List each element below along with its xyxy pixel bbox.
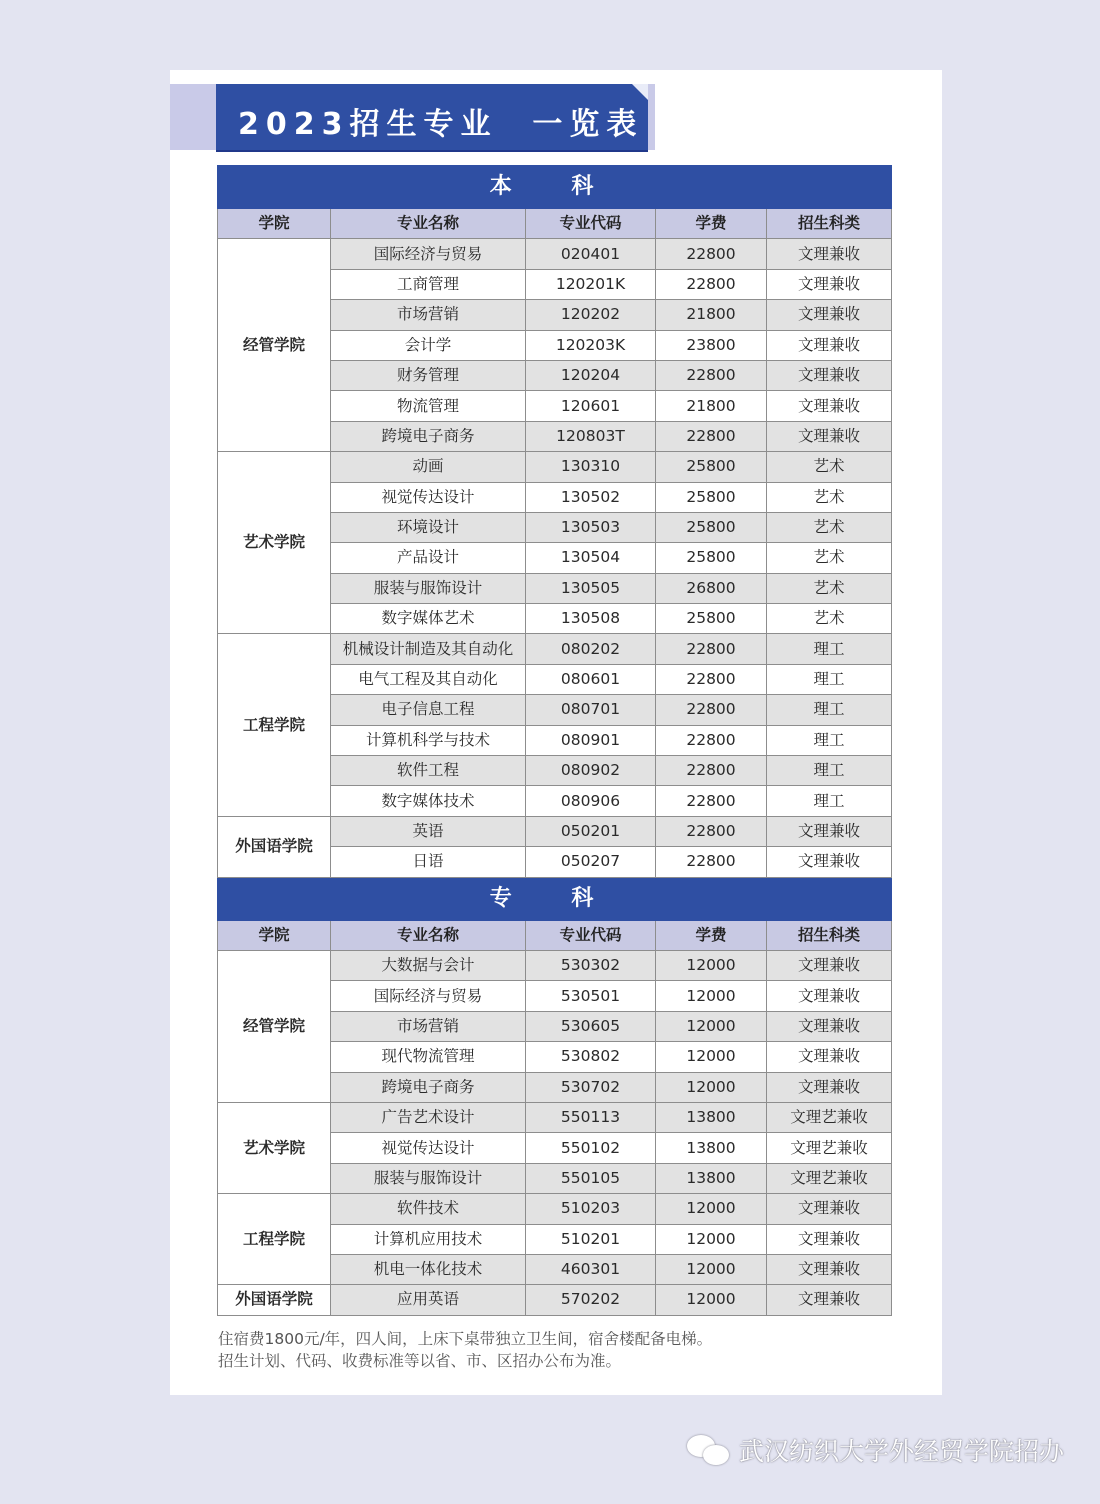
column-header: 专业代码 <box>526 209 656 239</box>
tuition-cell: 12000 <box>656 1254 767 1284</box>
watermark-text: 武汉纺织大学外经贸学院招办 <box>738 1437 1064 1466</box>
major-name-cell: 电气工程及其自动化 <box>331 664 526 694</box>
table-header-row <box>218 209 892 239</box>
major-code-cell: 510203 <box>526 1194 656 1224</box>
section-banner <box>218 877 892 920</box>
note-line: 招生计划、代码、收费标准等以省、市、区招办公布为准。 <box>218 1352 622 1370</box>
category-cell: 文理兼收 <box>767 1011 892 1041</box>
major-name-cell: 跨境电子商务 <box>331 421 526 451</box>
major-name-cell: 大数据与会计 <box>331 950 526 980</box>
tuition-cell: 12000 <box>656 1042 767 1072</box>
page-title: 2023招生专业 一览表 <box>238 107 644 142</box>
tuition-cell: 22800 <box>656 269 767 299</box>
major-name-cell: 工商管理 <box>331 269 526 299</box>
major-name-cell: 机电一体化技术 <box>331 1254 526 1284</box>
section-title: 专 科 <box>218 877 892 920</box>
major-code-cell: 530501 <box>526 981 656 1011</box>
tuition-cell: 21800 <box>656 300 767 330</box>
column-header: 招生科类 <box>767 209 892 239</box>
tuition-cell: 21800 <box>656 391 767 421</box>
category-cell: 文理兼收 <box>767 981 892 1011</box>
major-code-cell: 510201 <box>526 1224 656 1254</box>
college-cell: 经管学院 <box>218 950 331 1102</box>
table-row <box>218 1285 892 1315</box>
major-name-cell: 计算机科学与技术 <box>331 725 526 755</box>
major-name-cell: 计算机应用技术 <box>331 1224 526 1254</box>
category-cell: 文理兼收 <box>767 421 892 451</box>
category-cell: 文理兼收 <box>767 391 892 421</box>
college-cell: 外国语学院 <box>218 816 331 877</box>
tuition-cell: 22800 <box>656 664 767 694</box>
column-header: 招生科类 <box>767 920 892 950</box>
tuition-cell: 12000 <box>656 1011 767 1041</box>
college-cell: 工程学院 <box>218 1194 331 1285</box>
major-code-cell: 550105 <box>526 1163 656 1193</box>
major-code-cell: 530702 <box>526 1072 656 1102</box>
category-cell: 文理兼收 <box>767 1285 892 1315</box>
table-row <box>218 816 892 846</box>
major-name-cell: 财务管理 <box>331 360 526 390</box>
major-name-cell: 广告艺术设计 <box>331 1102 526 1132</box>
table-row <box>218 1194 892 1224</box>
tuition-cell: 25800 <box>656 604 767 634</box>
major-code-cell: 530802 <box>526 1042 656 1072</box>
category-cell: 文理兼收 <box>767 300 892 330</box>
column-header: 专业代码 <box>526 920 656 950</box>
category-cell: 文理兼收 <box>767 1072 892 1102</box>
major-code-cell: 080901 <box>526 725 656 755</box>
major-code-cell: 080906 <box>526 786 656 816</box>
category-cell: 理工 <box>767 756 892 786</box>
major-name-cell: 跨境电子商务 <box>331 1072 526 1102</box>
table-header-row <box>218 920 892 950</box>
major-name-cell: 服装与服饰设计 <box>331 1163 526 1193</box>
category-cell: 艺术 <box>767 604 892 634</box>
category-cell: 理工 <box>767 725 892 755</box>
category-cell: 艺术 <box>767 573 892 603</box>
column-header: 专业名称 <box>331 209 526 239</box>
category-cell: 艺术 <box>767 452 892 482</box>
column-header: 学院 <box>218 920 331 950</box>
major-code-cell: 080601 <box>526 664 656 694</box>
category-cell: 文理艺兼收 <box>767 1163 892 1193</box>
tuition-cell: 12000 <box>656 1224 767 1254</box>
category-cell: 文理兼收 <box>767 1042 892 1072</box>
major-code-cell: 130502 <box>526 482 656 512</box>
college-cell: 工程学院 <box>218 634 331 816</box>
major-name-cell: 会计学 <box>331 330 526 360</box>
college-cell: 经管学院 <box>218 239 331 452</box>
major-name-cell: 应用英语 <box>331 1285 526 1315</box>
category-cell: 艺术 <box>767 543 892 573</box>
major-name-cell: 英语 <box>331 816 526 846</box>
tuition-cell: 25800 <box>656 452 767 482</box>
tuition-cell: 22800 <box>656 847 767 877</box>
tuition-cell: 22800 <box>656 360 767 390</box>
watermark <box>687 1432 1064 1468</box>
tuition-cell: 25800 <box>656 543 767 573</box>
college-cell: 艺术学院 <box>218 1102 331 1193</box>
category-cell: 理工 <box>767 695 892 725</box>
category-cell: 理工 <box>767 786 892 816</box>
major-code-cell: 130504 <box>526 543 656 573</box>
tuition-cell: 25800 <box>656 512 767 542</box>
major-name-cell: 产品设计 <box>331 543 526 573</box>
category-cell: 文理兼收 <box>767 1254 892 1284</box>
category-cell: 文理兼收 <box>767 1224 892 1254</box>
tuition-cell: 26800 <box>656 573 767 603</box>
table-row <box>218 1102 892 1132</box>
category-cell: 文理艺兼收 <box>767 1102 892 1132</box>
category-cell: 文理兼收 <box>767 269 892 299</box>
tuition-cell: 23800 <box>656 330 767 360</box>
tuition-cell: 12000 <box>656 1072 767 1102</box>
major-code-cell: 130310 <box>526 452 656 482</box>
tuition-cell: 13800 <box>656 1163 767 1193</box>
notes <box>218 1328 712 1372</box>
tuition-cell: 22800 <box>656 725 767 755</box>
major-name-cell: 现代物流管理 <box>331 1042 526 1072</box>
table-row <box>218 634 892 664</box>
major-name-cell: 数字媒体艺术 <box>331 604 526 634</box>
major-code-cell: 130508 <box>526 604 656 634</box>
major-name-cell: 国际经济与贸易 <box>331 981 526 1011</box>
major-code-cell: 080701 <box>526 695 656 725</box>
tuition-cell: 12000 <box>656 981 767 1011</box>
major-code-cell: 120601 <box>526 391 656 421</box>
category-cell: 文理兼收 <box>767 330 892 360</box>
major-name-cell: 电子信息工程 <box>331 695 526 725</box>
major-code-cell: 080902 <box>526 756 656 786</box>
major-name-cell: 日语 <box>331 847 526 877</box>
column-header: 学费 <box>656 209 767 239</box>
table-row <box>218 452 892 482</box>
tuition-cell: 12000 <box>656 950 767 980</box>
category-cell: 文理兼收 <box>767 847 892 877</box>
tuition-cell: 22800 <box>656 695 767 725</box>
major-name-cell: 软件技术 <box>331 1194 526 1224</box>
major-name-cell: 机械设计制造及其自动化 <box>331 634 526 664</box>
tuition-cell: 22800 <box>656 786 767 816</box>
column-header: 学费 <box>656 920 767 950</box>
category-cell: 文理兼收 <box>767 1194 892 1224</box>
major-code-cell: 550113 <box>526 1102 656 1132</box>
tuition-cell: 22800 <box>656 239 767 269</box>
table-row <box>218 950 892 980</box>
major-code-cell: 570202 <box>526 1285 656 1315</box>
column-header: 专业名称 <box>331 920 526 950</box>
tuition-cell: 22800 <box>656 634 767 664</box>
major-code-cell: 530302 <box>526 950 656 980</box>
title-banner <box>216 84 648 152</box>
major-code-cell: 080202 <box>526 634 656 664</box>
major-code-cell: 120201K <box>526 269 656 299</box>
tuition-cell: 22800 <box>656 816 767 846</box>
admissions-card <box>170 70 942 1395</box>
category-cell: 文理兼收 <box>767 816 892 846</box>
major-code-cell: 120204 <box>526 360 656 390</box>
major-code-cell: 530605 <box>526 1011 656 1041</box>
major-code-cell: 050201 <box>526 816 656 846</box>
tuition-cell: 22800 <box>656 421 767 451</box>
note-line: 住宿费1800元/年，四人间，上床下桌带独立卫生间，宿舍楼配备电梯。 <box>218 1330 713 1348</box>
wechat-icon <box>687 1433 733 1467</box>
section-banner <box>218 166 892 209</box>
tuition-cell: 13800 <box>656 1133 767 1163</box>
major-name-cell: 数字媒体技术 <box>331 786 526 816</box>
college-cell: 外国语学院 <box>218 1285 331 1315</box>
major-code-cell: 120202 <box>526 300 656 330</box>
category-cell: 文理艺兼收 <box>767 1133 892 1163</box>
category-cell: 艺术 <box>767 482 892 512</box>
column-header: 学院 <box>218 209 331 239</box>
major-code-cell: 130505 <box>526 573 656 603</box>
major-name-cell: 视觉传达设计 <box>331 482 526 512</box>
major-code-cell: 130503 <box>526 512 656 542</box>
tuition-cell: 13800 <box>656 1102 767 1132</box>
category-cell: 艺术 <box>767 512 892 542</box>
corner-fold-icon <box>632 84 648 100</box>
tuition-cell: 12000 <box>656 1194 767 1224</box>
table-row <box>218 239 892 269</box>
major-name-cell: 动画 <box>331 452 526 482</box>
major-name-cell: 软件工程 <box>331 756 526 786</box>
major-name-cell: 国际经济与贸易 <box>331 239 526 269</box>
category-cell: 理工 <box>767 634 892 664</box>
major-name-cell: 市场营销 <box>331 300 526 330</box>
category-cell: 文理兼收 <box>767 239 892 269</box>
tuition-cell: 22800 <box>656 756 767 786</box>
major-name-cell: 环境设计 <box>331 512 526 542</box>
major-name-cell: 服装与服饰设计 <box>331 573 526 603</box>
majors-table <box>217 165 892 1316</box>
tuition-cell: 25800 <box>656 482 767 512</box>
major-code-cell: 120203K <box>526 330 656 360</box>
section-title: 本 科 <box>218 166 892 209</box>
major-code-cell: 460301 <box>526 1254 656 1284</box>
category-cell: 文理兼收 <box>767 950 892 980</box>
major-code-cell: 050207 <box>526 847 656 877</box>
category-cell: 文理兼收 <box>767 360 892 390</box>
college-cell: 艺术学院 <box>218 452 331 634</box>
major-code-cell: 120803T <box>526 421 656 451</box>
tuition-cell: 12000 <box>656 1285 767 1315</box>
major-code-cell: 020401 <box>526 239 656 269</box>
major-name-cell: 视觉传达设计 <box>331 1133 526 1163</box>
major-code-cell: 550102 <box>526 1133 656 1163</box>
category-cell: 理工 <box>767 664 892 694</box>
major-name-cell: 物流管理 <box>331 391 526 421</box>
major-name-cell: 市场营销 <box>331 1011 526 1041</box>
